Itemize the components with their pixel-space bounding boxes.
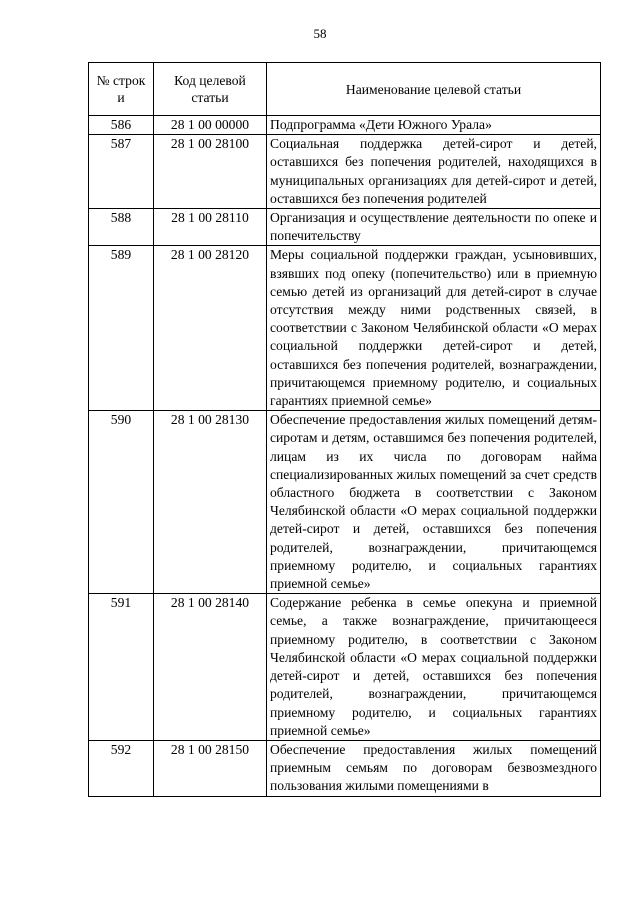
row-number: 590	[89, 411, 154, 594]
row-number: 592	[89, 740, 154, 796]
article-name: Обеспечение предоставления жилых помещений детям-сиротам и детям, оставшимся без попечения родителей, лицам из их числа по договорам найма специализированных жилых помещений за счет средств областного бюджета в соответствии с Законом Челябинской области «О мерах социальной поддержки детей-сирот и детей, оставшихся без попечения родителей, вознаграждении, причитающемся приемному родителю, и социальных гарантиях приемной семье»	[267, 411, 601, 594]
article-code: 28 1 00 28130	[154, 411, 267, 594]
article-name: Содержание ребенка в семье опекуна и приемной семье, а также вознаграждение, причитающееся приемному родителю, в соответствии с Законом Челябинской области «О мерах социальной поддержки детей-сирот и детей, оставшихся без попечения родителей, вознаграждении, причитающемся приемному родителю, и социальных гарантиях приемной семье»	[267, 594, 601, 741]
table-row	[89, 209, 601, 246]
target-articles-table	[88, 62, 601, 797]
row-number: 588	[89, 209, 154, 246]
article-name: Меры социальной поддержки граждан, усыновивших, взявших под опеку (попечительство) или в приемную семью детей из организаций для детей-сирот в случае отсутствия между ними родственных связей, в соответствии с Законом Челябинской области «О мерах социальной поддержки детей-сирот и детей, оставшихся без попечения родителей, вознаграждении, причитающемся приемному родителю, и социальных гарантиях приемной семье»	[267, 246, 601, 411]
article-name: Подпрограмма «Дети Южного Урала»	[267, 116, 601, 135]
table-row	[89, 594, 601, 741]
article-name: Организация и осуществление деятельности по опеке и попечительству	[267, 209, 601, 246]
article-name: Обеспечение предоставления жилых помещений приемным семьям по договорам безвозмездного пользования жилыми помещениями в	[267, 740, 601, 796]
page-number: 58	[313, 26, 327, 41]
article-code: 28 1 00 28140	[154, 594, 267, 741]
article-name: Социальная поддержка детей-сирот и детей, оставшихся без попечения родителей, находящихся в муниципальных организациях для детей-сирот и детей, оставшихся без попечения родителей	[267, 135, 601, 209]
header-article-code: Код целевой статьи	[154, 63, 267, 116]
table-row	[89, 135, 601, 209]
table-row	[89, 246, 601, 411]
row-number: 586	[89, 116, 154, 135]
header-article-name: Наименование целевой статьи	[267, 63, 601, 116]
row-number: 589	[89, 246, 154, 411]
article-code: 28 1 00 28110	[154, 209, 267, 246]
article-code: 28 1 00 28150	[154, 740, 267, 796]
article-code: 28 1 00 28100	[154, 135, 267, 209]
table-row	[89, 116, 601, 135]
table-header-row	[89, 63, 601, 116]
row-number: 591	[89, 594, 154, 741]
article-code: 28 1 00 00000	[154, 116, 267, 135]
table-row	[89, 740, 601, 796]
header-row-number: № строк и	[89, 63, 154, 116]
article-code: 28 1 00 28120	[154, 246, 267, 411]
table-row	[89, 411, 601, 594]
row-number: 587	[89, 135, 154, 209]
